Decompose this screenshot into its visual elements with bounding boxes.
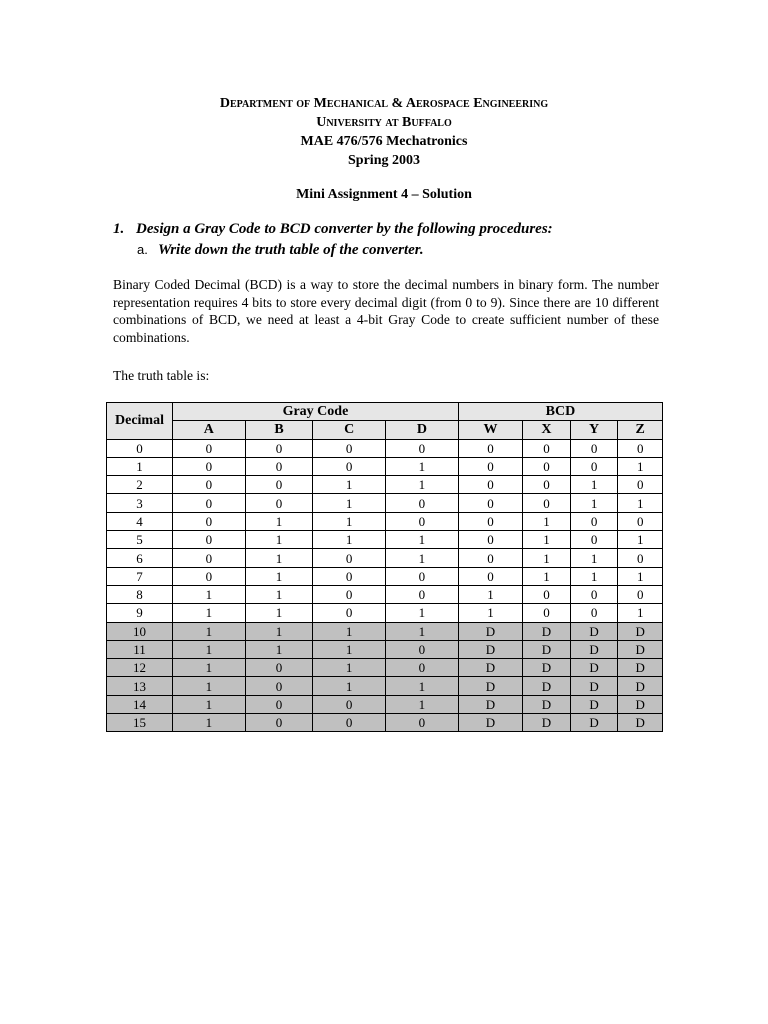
- question-1: [113, 221, 553, 238]
- table-cell: 1: [173, 714, 246, 732]
- table-cell: D: [618, 640, 663, 658]
- table-cell: 0: [458, 531, 522, 549]
- table-row: [107, 604, 663, 622]
- table-cell: 0: [173, 457, 246, 475]
- table-cell: 0: [570, 457, 618, 475]
- table-cell: 0: [386, 512, 459, 530]
- table-cell: D: [570, 677, 618, 695]
- university-line: University at Buffalo: [316, 115, 452, 130]
- table-cell: 0: [458, 457, 522, 475]
- table-cell: 0: [245, 457, 313, 475]
- table-cell: 0: [245, 494, 313, 512]
- question-1a: [137, 242, 424, 259]
- table-row: [107, 622, 663, 640]
- table-cell: 1: [245, 567, 313, 585]
- table-cell: 0: [245, 714, 313, 732]
- table-cell: 0: [618, 476, 663, 494]
- table-cell: 0: [618, 549, 663, 567]
- table-cell: 0: [173, 494, 246, 512]
- table-cell: D: [523, 714, 571, 732]
- table-cell: D: [618, 695, 663, 713]
- table-row: [107, 494, 663, 512]
- table-cell: 1: [458, 604, 522, 622]
- decimal-cell: 0: [107, 439, 173, 457]
- table-cell: 1: [386, 695, 459, 713]
- table-cell: 0: [523, 494, 571, 512]
- bcd-header: BCD: [458, 403, 662, 421]
- decimal-cell: 7: [107, 567, 173, 585]
- column-header-x: X: [523, 421, 571, 439]
- table-cell: 1: [523, 531, 571, 549]
- table-cell: 1: [570, 549, 618, 567]
- table-row: [107, 457, 663, 475]
- column-header-w: W: [458, 421, 522, 439]
- course-line: MAE 476/576 Mechatronics: [300, 134, 468, 149]
- table-cell: 0: [458, 567, 522, 585]
- table-row: [107, 640, 663, 658]
- decimal-cell: 2: [107, 476, 173, 494]
- decimal-cell: 8: [107, 585, 173, 603]
- table-cell: D: [458, 677, 522, 695]
- table-cell: 0: [313, 604, 386, 622]
- table-cell: D: [570, 659, 618, 677]
- table-cell: 0: [386, 659, 459, 677]
- table-cell: 0: [386, 640, 459, 658]
- column-header-row: [107, 421, 663, 439]
- table-cell: 0: [618, 512, 663, 530]
- table-cell: 1: [618, 494, 663, 512]
- table-cell: 0: [173, 512, 246, 530]
- table-cell: 0: [386, 439, 459, 457]
- table-cell: 0: [458, 549, 522, 567]
- decimal-cell: 14: [107, 695, 173, 713]
- table-cell: 0: [173, 439, 246, 457]
- table-cell: 0: [570, 531, 618, 549]
- table-cell: 1: [523, 567, 571, 585]
- truth-table-body: [107, 439, 663, 732]
- table-cell: D: [618, 677, 663, 695]
- table-cell: D: [618, 714, 663, 732]
- table-cell: 0: [458, 439, 522, 457]
- table-cell: 0: [523, 476, 571, 494]
- table-cell: 1: [173, 695, 246, 713]
- table-cell: 1: [245, 604, 313, 622]
- table-cell: D: [458, 695, 522, 713]
- department-line: Department of Mechanical & Aerospace Engineering: [219, 96, 549, 111]
- decimal-cell: 3: [107, 494, 173, 512]
- table-cell: 1: [313, 531, 386, 549]
- decimal-cell: 1: [107, 457, 173, 475]
- table-cell: D: [523, 695, 571, 713]
- table-cell: 1: [386, 622, 459, 640]
- column-header-y: Y: [570, 421, 618, 439]
- table-cell: 1: [618, 457, 663, 475]
- table-cell: 1: [523, 549, 571, 567]
- table-cell: 0: [245, 695, 313, 713]
- table-cell: D: [523, 659, 571, 677]
- table-cell: D: [523, 677, 571, 695]
- table-cell: 0: [386, 585, 459, 603]
- table-cell: D: [618, 659, 663, 677]
- column-header-z: Z: [618, 421, 663, 439]
- table-row: [107, 585, 663, 603]
- table-cell: 1: [245, 531, 313, 549]
- table-intro: The truth table is:: [113, 368, 210, 383]
- table-cell: 0: [313, 549, 386, 567]
- subquestion-text: Write down the truth table of the converter.: [158, 242, 424, 258]
- table-cell: D: [458, 622, 522, 640]
- column-header-b: B: [245, 421, 313, 439]
- decimal-cell: 9: [107, 604, 173, 622]
- term-line: Spring 2003: [348, 153, 420, 168]
- decimal-cell: 6: [107, 549, 173, 567]
- table-cell: 0: [458, 512, 522, 530]
- table-cell: 1: [245, 640, 313, 658]
- decimal-header: Decimal: [107, 403, 173, 440]
- table-cell: 0: [173, 549, 246, 567]
- table-cell: 1: [313, 512, 386, 530]
- table-cell: D: [458, 659, 522, 677]
- column-header-c: C: [313, 421, 386, 439]
- table-cell: 0: [523, 585, 571, 603]
- table-cell: 1: [313, 659, 386, 677]
- table-cell: D: [570, 695, 618, 713]
- document-header: [0, 94, 768, 170]
- table-cell: D: [570, 714, 618, 732]
- table-cell: 1: [386, 476, 459, 494]
- table-cell: D: [618, 622, 663, 640]
- table-cell: 1: [386, 549, 459, 567]
- decimal-cell: 11: [107, 640, 173, 658]
- table-cell: 1: [618, 567, 663, 585]
- table-cell: 0: [618, 439, 663, 457]
- table-cell: 1: [173, 585, 246, 603]
- question-text: Design a Gray Code to BCD converter by the following procedures:: [136, 221, 553, 237]
- question-number: 1.: [113, 221, 125, 237]
- table-row: [107, 714, 663, 732]
- table-cell: 0: [313, 714, 386, 732]
- table-cell: 0: [313, 457, 386, 475]
- table-cell: 0: [570, 439, 618, 457]
- table-cell: 0: [245, 677, 313, 695]
- table-cell: 1: [313, 677, 386, 695]
- table-cell: 1: [173, 604, 246, 622]
- truth-table: [106, 402, 663, 732]
- decimal-cell: 13: [107, 677, 173, 695]
- table-row: [107, 476, 663, 494]
- assignment-title: Mini Assignment 4 – Solution: [296, 187, 472, 202]
- table-cell: 0: [386, 567, 459, 585]
- table-cell: 0: [173, 567, 246, 585]
- table-cell: 0: [173, 531, 246, 549]
- table-cell: 1: [245, 549, 313, 567]
- table-cell: 0: [523, 457, 571, 475]
- decimal-cell: 12: [107, 659, 173, 677]
- column-header-d: D: [386, 421, 459, 439]
- table-row: [107, 695, 663, 713]
- decimal-cell: 15: [107, 714, 173, 732]
- bcd-explanation: Binary Coded Decimal (BCD) is a way to store the decimal numbers in binary form. The number representation requires 4 bits to store every decimal digit (from 0 to 9). Since there are 10 different combinations of BCD, we need at least a 4-bit Gray Code to create sufficient number of these combinations.: [113, 277, 659, 345]
- table-row: [107, 512, 663, 530]
- table-cell: D: [458, 714, 522, 732]
- table-cell: 1: [458, 585, 522, 603]
- table-cell: 0: [570, 512, 618, 530]
- table-cell: 0: [245, 659, 313, 677]
- table-cell: D: [523, 640, 571, 658]
- table-row: [107, 531, 663, 549]
- table-cell: 0: [173, 476, 246, 494]
- decimal-cell: 10: [107, 622, 173, 640]
- decimal-cell: 4: [107, 512, 173, 530]
- table-cell: 0: [570, 585, 618, 603]
- table-cell: 1: [173, 622, 246, 640]
- table-cell: 1: [618, 604, 663, 622]
- table-cell: 1: [313, 622, 386, 640]
- decimal-cell: 5: [107, 531, 173, 549]
- table-cell: 1: [386, 677, 459, 695]
- subquestion-label: a.: [137, 242, 148, 257]
- table-cell: 0: [570, 604, 618, 622]
- table-cell: D: [458, 640, 522, 658]
- table-cell: 1: [570, 567, 618, 585]
- table-cell: D: [570, 640, 618, 658]
- table-cell: D: [523, 622, 571, 640]
- table-cell: 1: [245, 512, 313, 530]
- table-cell: 1: [245, 622, 313, 640]
- table-cell: 0: [313, 585, 386, 603]
- table-cell: 1: [523, 512, 571, 530]
- table-cell: 1: [570, 494, 618, 512]
- gray-code-header: Gray Code: [173, 403, 459, 421]
- table-cell: 1: [245, 585, 313, 603]
- table-row: [107, 567, 663, 585]
- table-cell: 1: [386, 457, 459, 475]
- table-cell: 1: [173, 659, 246, 677]
- table-cell: 0: [245, 439, 313, 457]
- column-header-a: A: [173, 421, 246, 439]
- table-cell: 0: [618, 585, 663, 603]
- table-cell: 1: [618, 531, 663, 549]
- table-cell: 0: [245, 476, 313, 494]
- table-cell: 1: [173, 677, 246, 695]
- table-cell: 0: [313, 695, 386, 713]
- table-cell: 0: [386, 494, 459, 512]
- table-cell: 0: [313, 439, 386, 457]
- table-row: [107, 677, 663, 695]
- table-row: [107, 549, 663, 567]
- table-cell: 1: [386, 604, 459, 622]
- table-cell: 1: [570, 476, 618, 494]
- table-cell: 0: [313, 567, 386, 585]
- table-cell: D: [570, 622, 618, 640]
- table-cell: 0: [523, 604, 571, 622]
- table-cell: 0: [458, 476, 522, 494]
- table-cell: 0: [523, 439, 571, 457]
- table-cell: 1: [313, 640, 386, 658]
- table-cell: 1: [313, 476, 386, 494]
- table-cell: 1: [173, 640, 246, 658]
- table-cell: 0: [386, 714, 459, 732]
- table-cell: 1: [313, 494, 386, 512]
- table-cell: 0: [458, 494, 522, 512]
- table-cell: 1: [386, 531, 459, 549]
- table-row: [107, 659, 663, 677]
- table-row: [107, 439, 663, 457]
